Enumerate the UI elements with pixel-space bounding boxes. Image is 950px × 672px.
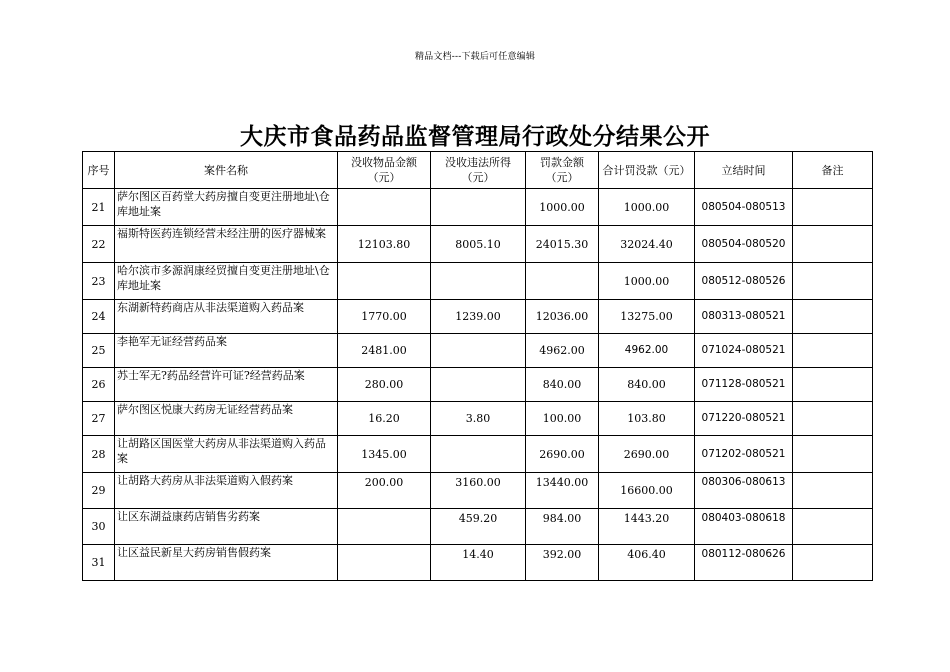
cell-fine-amount: 13440.00 [526, 473, 599, 509]
cell-fine-amount: 984.00 [526, 509, 599, 545]
col-header-note: 备注 [793, 152, 873, 189]
cell-note [793, 263, 873, 300]
cell-total: 406.40 [599, 545, 695, 581]
cell-date: 080403-080618 [695, 509, 793, 545]
cell-total: 1443.20 [599, 509, 695, 545]
cell-goods-amount: 1770.00 [338, 300, 431, 334]
cell-date: 071024-080521 [695, 334, 793, 368]
cell-no: 29 [83, 473, 115, 509]
cell-case-name: 萨尔图区悦康大药房无证经营药品案 [115, 402, 338, 436]
cell-fine-amount: 840.00 [526, 368, 599, 402]
cell-note [793, 436, 873, 473]
document-title: 大庆市食品药品监督管理局行政处分结果公开 [240, 123, 710, 150]
cell-illegal-income: 8005.10 [431, 226, 526, 263]
cell-fine-amount [526, 263, 599, 300]
cell-no: 24 [83, 300, 115, 334]
cell-fine-amount: 2690.00 [526, 436, 599, 473]
cell-note [793, 334, 873, 368]
cell-date: 080512-080526 [695, 263, 793, 300]
cell-illegal-income: 3.80 [431, 402, 526, 436]
cell-goods-amount [338, 545, 431, 581]
cell-illegal-income [431, 263, 526, 300]
cell-illegal-income: 1239.00 [431, 300, 526, 334]
cell-total: 1000.00 [599, 189, 695, 226]
table-row [83, 334, 873, 368]
cell-total: 16600.00 [599, 473, 695, 509]
cell-total: 2690.00 [599, 436, 695, 473]
table-row [83, 402, 873, 436]
table-body [83, 189, 873, 581]
cell-goods-amount: 16.20 [338, 402, 431, 436]
table-row [83, 436, 873, 473]
cell-case-name: 让胡路大药房从非法渠道购入假药案 [115, 473, 338, 509]
cell-total: 103.80 [599, 402, 695, 436]
cell-note [793, 509, 873, 545]
cell-goods-amount: 12103.80 [338, 226, 431, 263]
cell-date: 080313-080521 [695, 300, 793, 334]
cell-date: 071202-080521 [695, 436, 793, 473]
cell-total: 1000.00 [599, 263, 695, 300]
cell-note [793, 402, 873, 436]
cell-no: 23 [83, 263, 115, 300]
cell-case-name: 让区东湖益康药店销售劣药案 [115, 509, 338, 545]
cell-case-name: 让区益民新星大药房销售假药案 [115, 545, 338, 581]
col-header-fine-amount: 罚款金额 （元） [526, 152, 599, 189]
cell-date: 080306-080613 [695, 473, 793, 509]
table-header-row [83, 152, 873, 189]
cell-no: 25 [83, 334, 115, 368]
cell-fine-amount: 12036.00 [526, 300, 599, 334]
cell-no: 28 [83, 436, 115, 473]
cell-total: 4962.00 [599, 334, 695, 368]
cell-illegal-income: 459.20 [431, 509, 526, 545]
cell-case-name: 福斯特医药连锁经营未经注册的医疗器械案 [115, 226, 338, 263]
table-row [83, 368, 873, 402]
cell-fine-amount: 4962.00 [526, 334, 599, 368]
cell-illegal-income: 14.40 [431, 545, 526, 581]
cell-case-name: 苏士军无?药品经营许可证?经营药品案 [115, 368, 338, 402]
table-row [83, 473, 873, 509]
cell-fine-amount: 100.00 [526, 402, 599, 436]
cell-total: 840.00 [599, 368, 695, 402]
cell-case-name: 萨尔图区百药堂大药房擅自变更注册地址\仓库地址案 [115, 189, 338, 226]
table-row [83, 189, 873, 226]
cell-case-name: 东湖新特药商店从非法渠道购入药品案 [115, 300, 338, 334]
cases-table [82, 151, 873, 581]
col-header-total: 合计罚没款（元） [599, 152, 695, 189]
cell-date: 080504-080513 [695, 189, 793, 226]
cell-date: 071128-080521 [695, 368, 793, 402]
cell-case-name: 让胡路区国医堂大药房从非法渠道购入药品案 [115, 436, 338, 473]
table-row [83, 509, 873, 545]
cell-no: 22 [83, 226, 115, 263]
cell-goods-amount: 200.00 [338, 473, 431, 509]
cell-no: 27 [83, 402, 115, 436]
table-row [83, 545, 873, 581]
cell-date: 080112-080626 [695, 545, 793, 581]
cell-note [793, 300, 873, 334]
cell-fine-amount: 392.00 [526, 545, 599, 581]
cell-illegal-income: 3160.00 [431, 473, 526, 509]
table-row [83, 300, 873, 334]
table-row [83, 263, 873, 300]
cell-goods-amount: 1345.00 [338, 436, 431, 473]
cell-note [793, 545, 873, 581]
cell-note [793, 473, 873, 509]
cell-no: 26 [83, 368, 115, 402]
cell-goods-amount [338, 263, 431, 300]
cell-date: 080504-080520 [695, 226, 793, 263]
cell-illegal-income [431, 436, 526, 473]
cell-date: 071220-080521 [695, 402, 793, 436]
cell-case-name: 李艳军无证经营药品案 [115, 334, 338, 368]
cell-illegal-income [431, 334, 526, 368]
cell-goods-amount: 280.00 [338, 368, 431, 402]
cell-illegal-income [431, 189, 526, 226]
cell-goods-amount: 2481.00 [338, 334, 431, 368]
cell-goods-amount [338, 509, 431, 545]
col-header-date: 立结时间 [695, 152, 793, 189]
col-header-no: 序号 [83, 152, 115, 189]
header-note: 精品文档---下载后可任意编辑 [414, 52, 536, 62]
cell-note [793, 368, 873, 402]
cell-total: 13275.00 [599, 300, 695, 334]
cell-no: 31 [83, 545, 115, 581]
cell-total: 32024.40 [599, 226, 695, 263]
cell-note [793, 189, 873, 226]
cell-no: 30 [83, 509, 115, 545]
cell-case-name: 哈尔滨市多源润康经贸擅自变更注册地址\仓库地址案 [115, 263, 338, 300]
table-row [83, 226, 873, 263]
cell-goods-amount [338, 189, 431, 226]
col-header-illegal-income: 没收违法所得 （元） [431, 152, 526, 189]
cell-no: 21 [83, 189, 115, 226]
col-header-case-name: 案件名称 [115, 152, 338, 189]
cell-illegal-income [431, 368, 526, 402]
cell-fine-amount: 24015.30 [526, 226, 599, 263]
cell-note [793, 226, 873, 263]
cell-fine-amount: 1000.00 [526, 189, 599, 226]
col-header-goods-amount: 没收物品金额 （元） [338, 152, 431, 189]
